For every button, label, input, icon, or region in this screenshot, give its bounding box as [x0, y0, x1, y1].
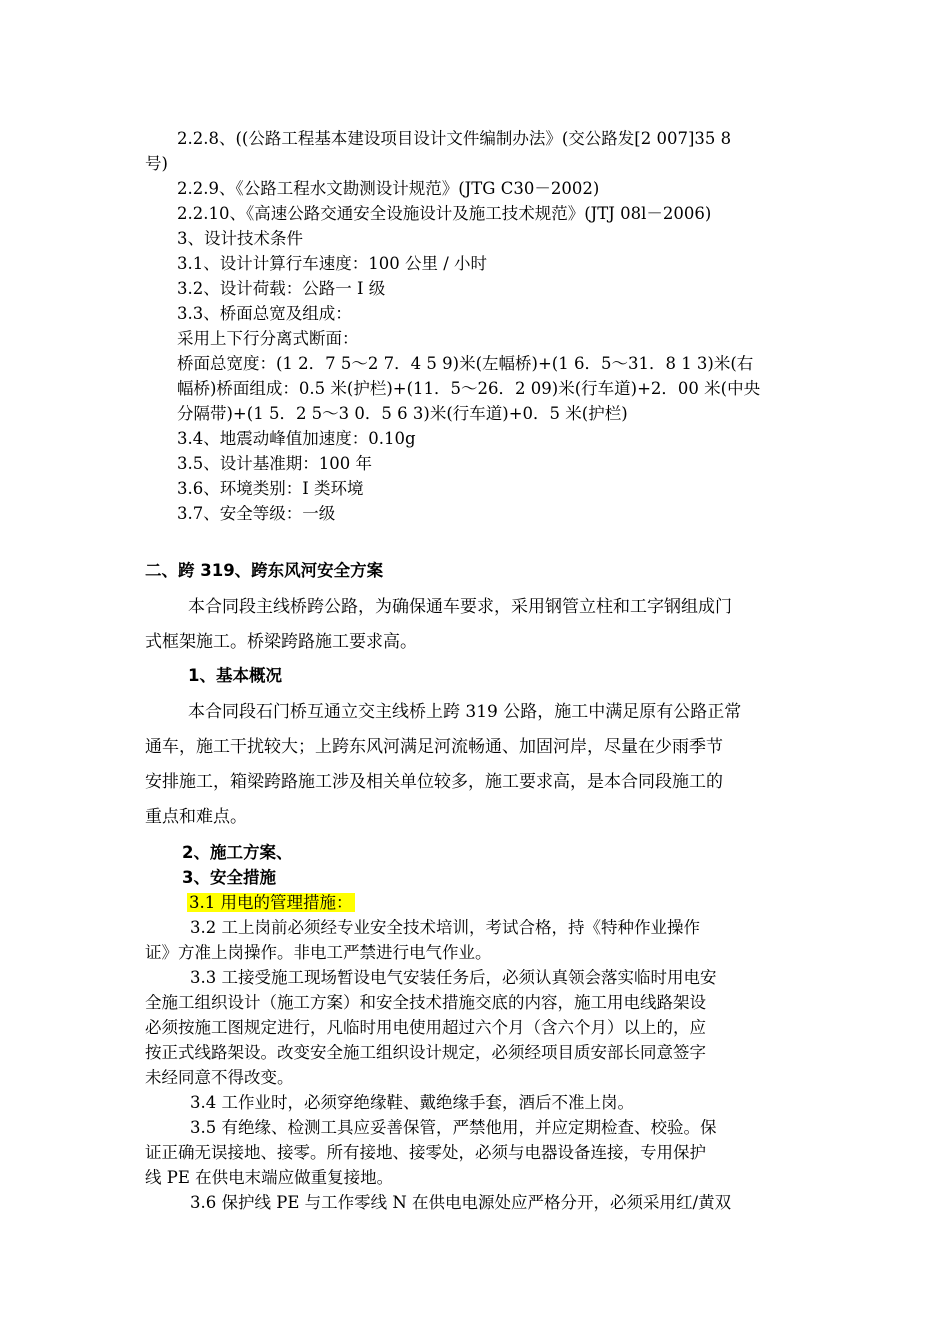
item-3-2: 3.2、设计荷载：公路一 I 级 — [177, 279, 386, 298]
overview-para-line2: 通车，施工干扰较大；上跨东风河满足河流畅通、加固河岸，尽量在少雨季节 — [145, 737, 723, 757]
ref-2-2-8-cont: 号) — [145, 154, 168, 173]
bridge-width-line2: 幅桥)桥面组成：0.5 米(护栏)+(11．5～26．2 09)米(行车道)+2．00 米(中央 — [177, 379, 761, 398]
item-3-5-line1: 3.5 有绝缘、检测工具应妥善保管，严禁他用，并应定期检查、校验。保 — [190, 1118, 717, 1137]
item-3-2-training-line1: 3.2 工上岗前必须经专业安全技术培训，考试合格，持《特种作业操作 — [190, 918, 700, 937]
item-3-3-line2: 全施工组织设计（施工方案）和安全技术措施交底的内容，施工用电线路架设 — [145, 993, 706, 1012]
bridge-width-line1: 桥面总宽度：(1 2．7 5～2 7．4 5 9)米(左幅桥)+(1 6．5～31．8 1 3)米(右 — [177, 354, 754, 373]
item-3-3-line3: 必须按施工图规定进行，凡临时用电使用超过六个月（含六个月）以上的，应 — [145, 1018, 706, 1037]
safety-measures-heading: 3、安全措施 — [182, 868, 276, 887]
intro-para-line1: 本合同段主线桥跨公路，为确保通车要求，采用钢管立柱和工字钢组成门 — [188, 597, 732, 617]
item-3-2-training-line2: 证》方准上岗操作。非电工严禁进行电气作业。 — [145, 943, 492, 962]
item-3-3-line5: 未经同意不得改变。 — [145, 1068, 294, 1087]
item-3-6: 3.6、环境类别：I 类环境 — [177, 479, 364, 498]
overview-para-line1: 本合同段石门桥互通立交主线桥上跨 319 公路，施工中满足原有公路正常 — [188, 702, 742, 722]
item-3-3-line4: 按正式线路架设。改变安全施工组织设计规定，必须经项目质安部长同意签字 — [145, 1043, 706, 1062]
construction-plan-heading: 2、施工方案、 — [182, 843, 293, 862]
item-3-3-line1: 3.3 工接受施工现场暂设电气安装任务后，必须认真领会落实临时用电安 — [190, 968, 717, 987]
overview-para-line3: 安排施工，箱梁跨路施工涉及相关单位较多，施工要求高，是本合同段施工的 — [145, 772, 723, 792]
ref-2-2-10: 2.2.10、《高速公路交通安全设施设计及施工技术规范》(JTJ 08l－2006) — [177, 204, 712, 223]
basic-overview-heading: 1、基本概况 — [188, 666, 282, 685]
item-3-1-electric — [187, 891, 355, 915]
item-3-4: 3.4、地震动峰值加速度：0.10g — [177, 429, 416, 448]
intro-para-line2: 式框架施工。桥梁跨路施工要求高。 — [145, 632, 417, 652]
ref-2-2-9: 2.2.9、《公路工程水文勘测设计规范》(JTG C30－2002) — [177, 179, 600, 198]
item-3-3: 3.3、桥面总宽及组成： — [177, 304, 352, 323]
item-3-3-sub: 采用上下行分离式断面： — [177, 329, 359, 348]
item-3-5-line2: 证正确无误接地、接零。所有接地、接零处，必须与电器设备连接，专用保护 — [145, 1143, 706, 1162]
item-3-1: 3.1、设计计算行车速度：100 公里 / 小时 — [177, 254, 488, 273]
item-3-5-line3: 线 PE 在供电末端应做重复接地。 — [145, 1168, 394, 1187]
section-3-title: 3、设计技术条件 — [177, 229, 303, 248]
item-3-5: 3.5、设计基准期：100 年 — [177, 454, 372, 473]
bridge-width-line3: 分隔带)+(1 5．2 5～3 0．5 6 3)米(行车道)+0．5 米(护栏) — [177, 404, 628, 423]
section-2-heading: 二、跨 319、跨东风河安全方案 — [145, 561, 384, 580]
highlighted-text: 3.1 用电的管理措施： — [189, 893, 353, 912]
ref-2-2-8: 2.2.8、((公路工程基本建设项目设计文件编制办法》(交公路发[2 007]35 8 — [177, 129, 732, 148]
item-3-6-line1: 3.6 保护线 PE 与工作零线 N 在供电电源处应严格分开，必须采用红/黄双 — [190, 1193, 732, 1212]
item-3-4-work: 3.4 工作业时，必须穿绝缘鞋、戴绝缘手套，酒后不准上岗。 — [190, 1093, 634, 1112]
item-3-7: 3.7、安全等级：一级 — [177, 504, 336, 523]
overview-para-line4: 重点和难点。 — [145, 807, 247, 827]
